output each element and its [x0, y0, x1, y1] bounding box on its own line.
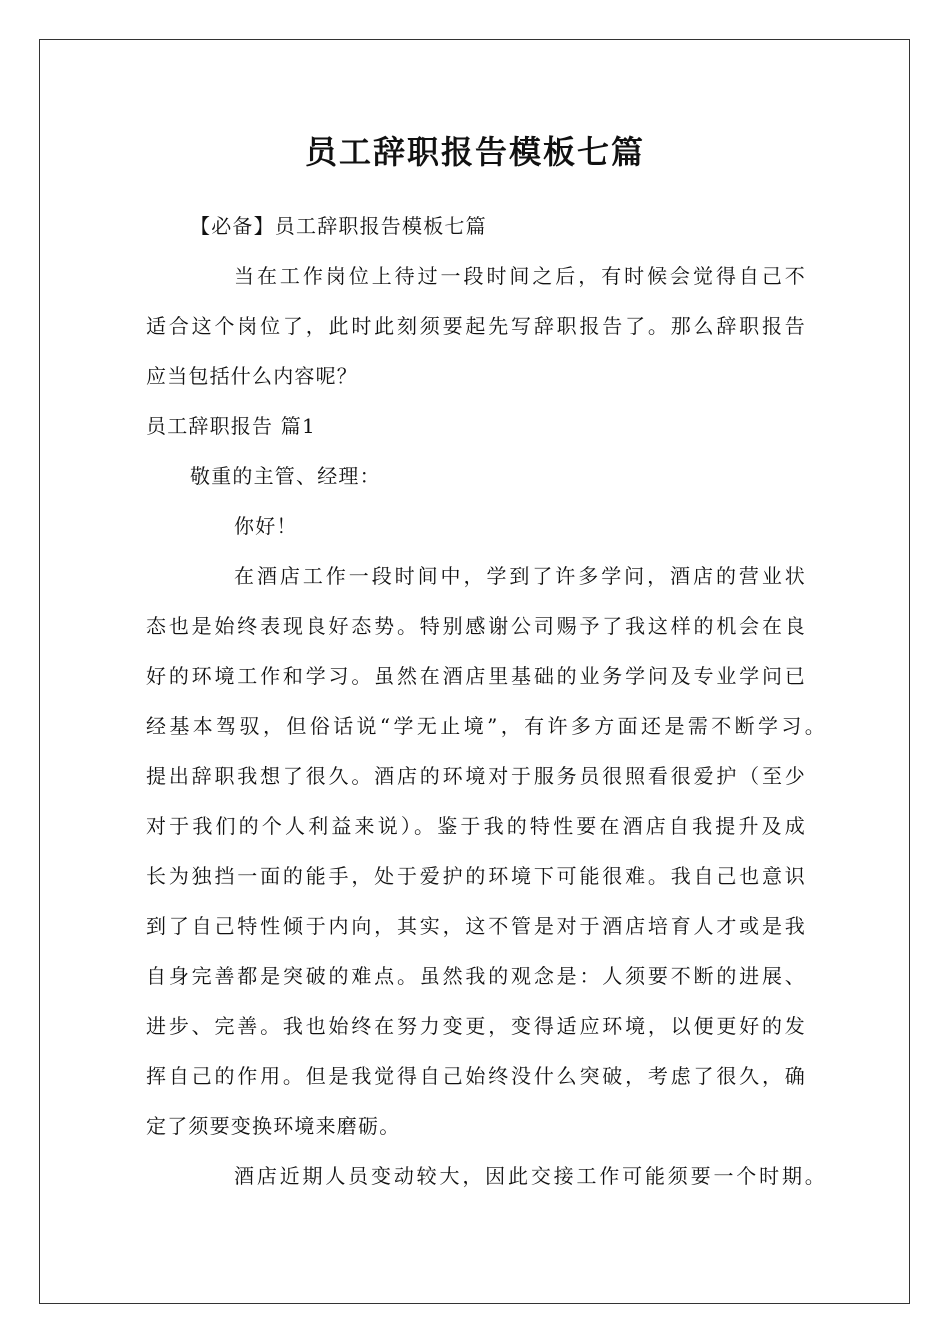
body-line: 当在工作岗位上待过一段时间之后，有时候会觉得自己不: [234, 264, 806, 288]
body-line: 进步、完善。我也始终在努力变更，变得适应环境，以便更好的发: [146, 1014, 806, 1038]
body-line: 态也是始终表现良好态势。特别感谢公司赐予了我这样的机会在良: [146, 614, 806, 638]
body-line: 对于我们的个人利益来说）。鉴于我的特性要在酒店自我提升及成: [146, 814, 806, 838]
body-line: 适合这个岗位了，此时此刻须要起先写辞职报告了。那么辞职报告: [146, 314, 806, 338]
page-title: 员工辞职报告模板七篇: [304, 133, 645, 171]
body-line: 在酒店工作一段时间中，学到了许多学问，酒店的营业状: [234, 564, 806, 588]
subtitle-line: 【必备】员工辞职报告模板七篇: [190, 214, 487, 238]
body-line: 好的环境工作和学习。虽然在酒店里基础的业务学问及专业学问已: [146, 664, 806, 688]
section-heading: 员工辞职报告 篇1: [146, 414, 316, 438]
body-line: 经基本驾驭，但俗话说“学无止境”，有许多方面还是需不断学习。: [146, 714, 826, 738]
body-line: 自身完善都是突破的难点。虽然我的观念是：人须要不断的进展、: [146, 964, 806, 988]
body-line: 应当包括什么内容呢？: [146, 364, 358, 388]
body-line: 长为独挡一面的能手，处于爱护的环境下可能很难。我自己也意识: [146, 864, 806, 888]
body-line: 提出辞职我想了很久。酒店的环境对于服务员很照看很爱护（至少: [146, 764, 806, 788]
body-line: 酒店近期人员变动较大，因此交接工作可能须要一个时期。: [234, 1164, 826, 1188]
salutation: 敬重的主管、经理：: [190, 464, 381, 488]
greeting: 你好！: [234, 514, 298, 538]
body-line: 到了自己特性倾于内向，其实，这不管是对于酒店培育人才或是我: [146, 914, 806, 938]
body-line: 定了须要变换环境来磨砺。: [146, 1114, 401, 1138]
body-line: 挥自己的作用。但是我觉得自己始终没什么突破，考虑了很久，确: [146, 1064, 806, 1088]
